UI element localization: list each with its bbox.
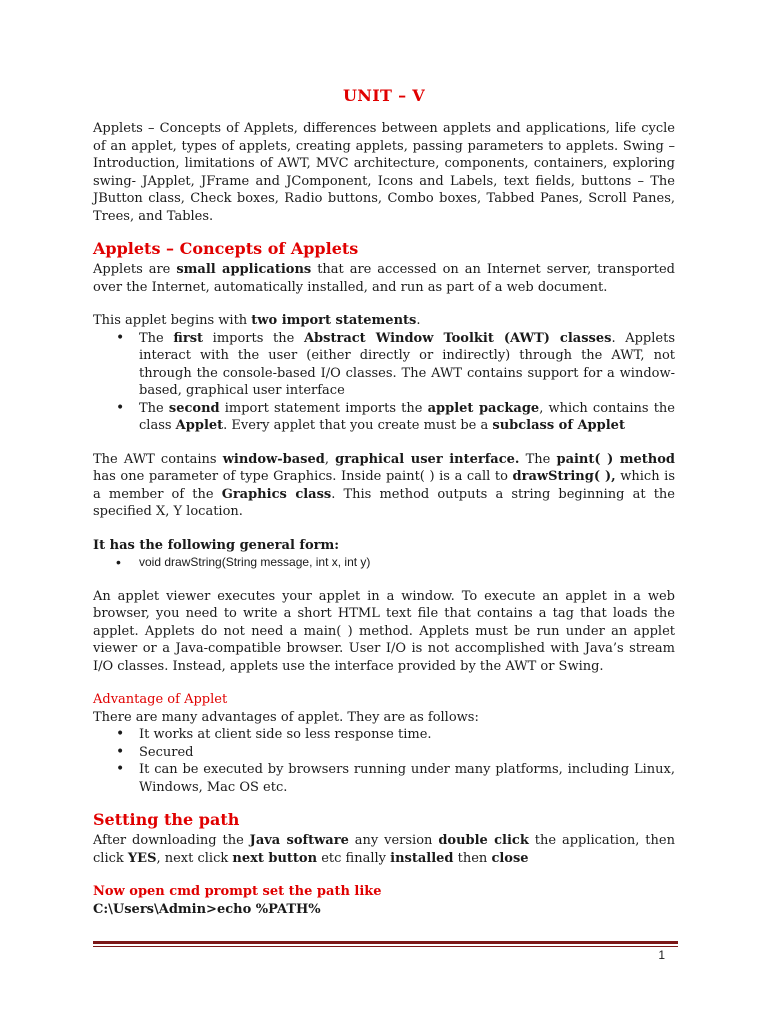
general-form-heading: It has the following general form: bbox=[93, 537, 340, 553]
advantages-heading: Advantage of Applet bbox=[93, 692, 228, 707]
import-list bbox=[93, 330, 675, 435]
footer-rule bbox=[93, 941, 678, 944]
intro-paragraph: Applets – Concepts of Applets, differences between applets and applications, life cycle of an applet, types of applets, creating applets, passing parameters to applets. Swing – Introduction, limitations of AWT, MVC architecture, components, containers, exploring swing- JApplet, JFrame and JComponent, Icons and Labels, text fields, buttons – The JButton class, Check boxes, Radio buttons, Combo boxes, Tabbed Panes, Scroll Panes, Trees, and Tables. bbox=[93, 121, 675, 224]
awt-paragraph: The AWT contains window-based, graphical user interface. The paint( ) method has one parameter of type Graphics. Inside paint( ) is a call to drawString( ), which is a member of the Graphics class. This method outputs a string beginning at the specified X, Y location. bbox=[93, 451, 676, 519]
unit-title: UNIT – V bbox=[343, 86, 425, 105]
applets-definition: Applets are small applications that are accessed on an Internet server, transported over the Internet, automatically installed, and run as part of a web document. bbox=[93, 262, 676, 295]
cmd-command: C:\Users\Admin>echo %PATH% bbox=[93, 901, 321, 917]
footer-rule-thin bbox=[93, 946, 678, 947]
cmd-note: Now open cmd prompt set the path like bbox=[93, 884, 382, 899]
list-item: • It works at client side so less response time. bbox=[93, 726, 675, 744]
section-heading-applets: Applets – Concepts of Applets bbox=[93, 239, 359, 258]
import-statements-intro: This applet begins with two import statements. bbox=[93, 313, 421, 328]
list-item: • The first imports the Abstract Window Toolkit (AWT) classes. Applets interact with the user (either directly or indirectly) through the AWT, not through the console-based I/O classes. The AWT contains support for a window-based, graphical user interface bbox=[93, 330, 675, 400]
advantages-list bbox=[93, 726, 675, 796]
list-item: • The second import statement imports the applet package, which contains the class Applet. Every applet that you create must be a subclass of Applet bbox=[93, 400, 675, 435]
general-form-list bbox=[93, 554, 675, 572]
advantages-intro: There are many advantages of applet. They are as follows: bbox=[93, 709, 479, 725]
applet-viewer-paragraph: An applet viewer executes your applet in a window. To execute an applet in a web browser, you need to write a short HTML text file that contains a tag that loads the applet. Applets do not need a main( ) method. Applets must be run under an applet viewer or a Java-compatible browser. User I/O is not accomplished with Java’s stream I/O classes. Instead, applets use the interface provided by the AWT or Swing. bbox=[93, 588, 675, 674]
code-signature: • void drawString(String message, int x, int y) bbox=[93, 554, 675, 572]
document-content bbox=[93, 120, 675, 918]
list-item: • It can be executed by browsers running under many platforms, including Linux, Windows, Mac OS etc. bbox=[93, 761, 675, 796]
page-number: 1 bbox=[658, 948, 665, 962]
path-instructions: After downloading the Java software any version double click the application, then click YES, next click next button etc finally installed then close bbox=[93, 833, 675, 866]
section-heading-path: Setting the path bbox=[93, 810, 240, 829]
list-item: • Secured bbox=[93, 744, 675, 762]
